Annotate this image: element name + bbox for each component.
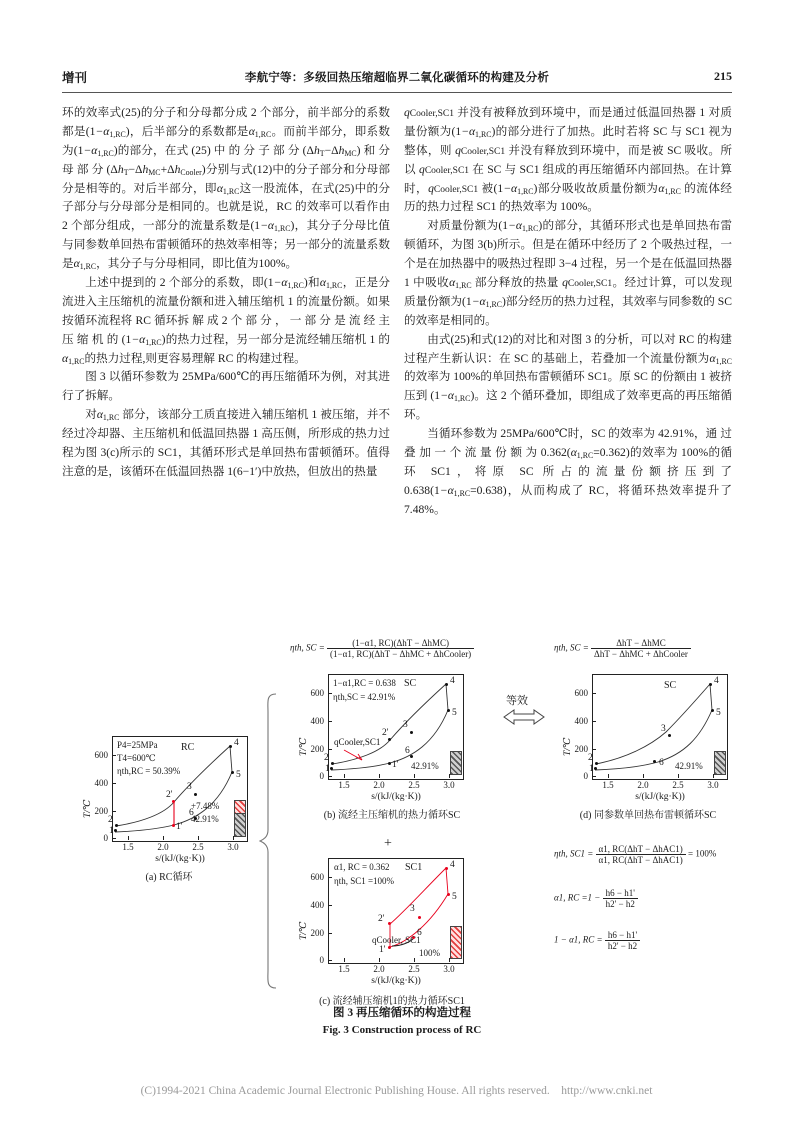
x-tick-d-4: 3.0 xyxy=(707,780,719,790)
point-dot xyxy=(447,709,450,712)
point-dot xyxy=(595,762,598,765)
point-label-c-3: 3 xyxy=(410,904,415,914)
y-tick-d-400: 400 xyxy=(574,716,588,726)
caption-b: (b) 流经主压缩机的热力循环SC xyxy=(323,810,461,821)
caption-a: (a) RC循环 xyxy=(145,872,193,883)
point-label-c-6: 6 xyxy=(417,928,422,938)
point-dot xyxy=(668,734,671,737)
point-dot xyxy=(445,683,448,686)
y-tick-b-600: 600 xyxy=(310,688,324,698)
y-tick-c-200: 200 xyxy=(310,928,324,938)
paragraph: 图 3 以循环参数为 25MPa/600℃的再压缩循环为例，对其进行了拆解。 xyxy=(62,370,390,403)
point-dot xyxy=(594,767,597,770)
figure-3 xyxy=(62,636,732,1040)
header-rule xyxy=(62,92,732,93)
x-axis-label-c: s/(kJ/(kg·K)) xyxy=(371,976,421,986)
x-tick-b-2: 2.0 xyxy=(373,780,385,790)
efficiency-bar-b xyxy=(450,751,462,775)
side-equation-0-lhs: ηth, SC1 = xyxy=(554,848,594,859)
equation-b-lhs: ηth, SC = xyxy=(290,642,325,653)
annotation-a-0: P4=25MPa xyxy=(117,740,158,750)
x-tick-d-3: 2.5 xyxy=(672,780,684,790)
heat-label-b: qCooler,SC1 xyxy=(334,737,381,747)
y-axis-label-d: T/℃ xyxy=(563,737,573,756)
equation-b xyxy=(290,638,474,659)
paragraph: qCooler,SC1 并没有被释放到环境中，而是通过低温回热器 1 对质量份额为$(1-\alpha_{1,RC})$的部分进行了加热。此时若将 SC 与 SC1 视为整体，则 qCooler,SC1 并没有释放到环境中，而是被 SC 吸收。所以 qCooler,SC1 在 SC 与 SC1 组成的再压缩循环内部回热。在计算时，qCooler,SC1 被$(1-\alpha_{1,RC})$部分吸收故质量份额为$\alpha_{1,RC}$ 的流体经历的热力过程 SC1 的热效率为 100%。 xyxy=(404,106,733,214)
point-dot xyxy=(447,893,450,896)
cycle-label-c: SC1 xyxy=(405,862,423,873)
point-dot xyxy=(711,709,714,712)
paragraph: 对质量份额为$(1-\alpha_{1,RC})$的部分，其循环形式也是单回热布雷顿循环，为图 3(b)所示。但是在循环中经历了 2 个吸热过程，一个是在加热器中的吸热过程即 3−4 过程，另一个是在低温回热器 1 中吸收$\alpha_{1,RC}$ 部分释放的热量 qCooler,SC1。经过计算，可以发现质量份额为$(1-\alpha_{1,RC})$部分经历的热力过程，其效率与同参数的 SC 的效率是相同的。 xyxy=(404,219,732,327)
x-tick-a-2: 2.0 xyxy=(157,842,169,852)
paragraph: 对$\alpha_{1,RC}$ 部分，该部分工质直接进入辅压缩机 1 被压缩，并不经过冷却器、主压缩机和低温回热器 1 高压侧，所形成的热力过程为图 3(c)所示的 SC1，其循环形式是单回热布雷顿循环。值得注意的是，该循环在低温回热器 1(6−1′)中放热，但放出的热量 xyxy=(62,408,390,478)
x-tick-b-1: 1.5 xyxy=(338,780,350,790)
paragraph: 由式(25)和式(12)的对比和对图 3 的分析，可以对 RC 的构建过程产生新认识：在 SC 的基础上，若叠加一个流量份额为$\alpha_{1,RC}$ 的效率为 100%的单回热布雷顿循环 SC1。原 SC 的份额由 1 被挤压到 $(1-\alpha_{1,RC})$。这 2 个循环叠加，即组成了效率更高的再压缩循环。 xyxy=(404,332,732,422)
bar-label-c-0: 100% xyxy=(419,948,440,958)
paragraph: 当循环参数为 25MPa/600℃时，SC 的效率为 42.91%，通 过 叠 加 一 个 流 量 份 额 为 $0.362(\alpha_{1,RC}=0.362)$的效率为 100%的循环 SC1，将原 SC 所占的流量份额挤压到了 $0.638(1-\alpha_{1,RC}=0.638)$，从而构成了 RC，将循环热效率提升了 7.48%。 xyxy=(404,427,732,516)
equation-d-denominator: ΔhT − ΔhMC + ΔhCooler xyxy=(594,649,688,659)
point-label-b-1p: 1' xyxy=(392,760,399,770)
point-dot xyxy=(115,824,118,827)
body-column-right xyxy=(404,104,732,520)
point-dot xyxy=(388,946,391,949)
point-dot xyxy=(172,824,175,827)
y-tick-d-200: 200 xyxy=(574,744,588,754)
x-tick-b-4: 3.0 xyxy=(443,780,455,790)
point-label-a-6: 6 xyxy=(189,808,194,818)
point-dot xyxy=(194,793,197,796)
x-tick-a-1: 1.5 xyxy=(122,842,134,852)
equation-d-lhs: ηth, SC = xyxy=(554,642,589,653)
y-axis-label-a: T/℃ xyxy=(83,799,93,818)
point-label-a-5: 5 xyxy=(236,770,241,780)
point-dot xyxy=(653,760,656,763)
chart-panel-a xyxy=(76,732,262,882)
efficiency-bar-base-a xyxy=(234,813,246,837)
side-equation-1 xyxy=(554,888,638,909)
point-label-b-1: 1 xyxy=(325,764,330,774)
equation-d-numerator: ΔhT − ΔhMC xyxy=(591,638,691,649)
side-equation-1-num: h6 − h1' xyxy=(603,888,638,899)
side-equation-0-den: α1, RC(ΔhT − ΔhAC1) xyxy=(598,855,683,865)
y-tick-d-600: 600 xyxy=(574,688,588,698)
side-equation-1-lhs: α1, RC =1 − xyxy=(554,892,601,903)
x-tick-b-3: 2.5 xyxy=(408,780,420,790)
curves-c xyxy=(328,858,462,962)
cycle-label-b: SC xyxy=(404,678,417,689)
annotation-b-1: ηth,SC = 42.91% xyxy=(333,692,396,702)
side-equation-0-num: α1, RC(ΔhT − ΔhAC1) xyxy=(596,844,686,855)
side-equation-1-den: h2' − h2 xyxy=(605,899,635,909)
point-label-a-2p: 2' xyxy=(166,790,173,800)
x-axis-label-d: s/(kJ/(kg·K)) xyxy=(635,792,685,802)
running-head-title: 李航宁等：多级回热压缩超临界二氧化碳循环的构建及分析 xyxy=(244,72,550,84)
x-tick-a-4: 3.0 xyxy=(227,842,239,852)
point-dot xyxy=(172,800,175,803)
point-dot xyxy=(331,762,334,765)
point-label-a-1p: 1' xyxy=(176,822,183,832)
y-tick-b-0: 0 xyxy=(319,771,324,781)
point-label-b-5: 5 xyxy=(452,708,457,718)
point-label-a-1: 1 xyxy=(109,826,114,836)
figure-title-en: Fig. 3 Construction process of RC xyxy=(322,1024,482,1036)
point-label-d-4: 4 xyxy=(714,676,719,686)
point-label-a-3: 3 xyxy=(187,782,192,792)
x-tick-d-1: 1.5 xyxy=(602,780,614,790)
point-label-c-1p: 1' xyxy=(379,945,386,955)
equivalent-label: 等效 xyxy=(506,695,528,707)
running-head-left: 增刊 xyxy=(62,71,88,85)
point-dot xyxy=(330,767,333,770)
running-head xyxy=(62,68,732,92)
point-dot xyxy=(445,867,448,870)
annotation-c-1: ηth, SC1 =100% xyxy=(334,876,395,886)
y-tick-c-0: 0 xyxy=(319,955,324,965)
chart-panel-d xyxy=(548,638,748,828)
bar-label-b-0: 42.91% xyxy=(411,761,439,771)
point-label-b-4: 4 xyxy=(450,676,455,686)
annotation-b-0: 1−α1,RC = 0.638 xyxy=(333,678,396,688)
point-dot xyxy=(229,745,232,748)
point-dot xyxy=(388,738,391,741)
point-label-a-2: 2 xyxy=(108,815,113,825)
point-label-c-5: 5 xyxy=(452,892,457,902)
y-axis-label-c: T/℃ xyxy=(299,921,309,940)
bar-label-a-1: 42.91% xyxy=(191,814,219,824)
page-number: 215 xyxy=(714,69,732,83)
annotation-c-0: α1, RC = 0.362 xyxy=(334,862,390,872)
chart-panel-b xyxy=(284,638,500,828)
x-tick-a-3: 2.5 xyxy=(192,842,204,852)
x-tick-c-4: 3.0 xyxy=(443,964,455,974)
bar-label-a-0: +7.48% xyxy=(191,801,220,811)
heat-label-c: qCooler, SC1 xyxy=(372,935,421,945)
bar-label-d-0: 42.91% xyxy=(675,761,703,771)
point-label-d-3: 3 xyxy=(661,724,666,734)
caption-d: (d) 同参数单回热布雷顿循环SC xyxy=(579,810,717,821)
x-axis-label-a: s/(kJ/(kg·K)) xyxy=(155,854,205,864)
side-equation-0-rhs: = 100% xyxy=(688,848,717,859)
double-arrow-icon xyxy=(502,708,546,726)
x-tick-c-2: 2.0 xyxy=(373,964,385,974)
x-tick-c-3: 2.5 xyxy=(408,964,420,974)
chart-panel-c xyxy=(284,836,500,1020)
side-equation-2-num: h6 − h1' xyxy=(605,930,640,941)
y-tick-b-200: 200 xyxy=(310,744,324,754)
copyright-footer: (C)1994-2021 China Academic Journal Electronic Publishing House. All rights reserved. http://www.cnki.net xyxy=(140,1085,653,1097)
point-dot xyxy=(410,755,413,758)
point-dot xyxy=(388,762,391,765)
efficiency-bar-c xyxy=(450,926,462,959)
y-tick-c-600: 600 xyxy=(310,872,324,882)
paragraph: 环的效率式(25)的分子和分母都分成 2 个部分，前半部分的系数都是$(1-\alpha_{1,RC})$，后半部分的系数都是$\alpha_{1,RC}$。而前半部分，即系数为$(1-\alpha_{1,RC})$的部分，在式 (25) 中 的 分 子 部 分 $(\Delta h_T-\Delta h_{MC})$ 和 分 母 部 分 $(\Delta h_T-\Delta h_{MC}+\Delta h_{Cooler})$分别与式(12)中的分子部分和分母部分是相等的。对后半部分，即$\alpha_{1,RC}$这一股流体，在式(25)中的分子部分与分母部分是相同的。也就是说，RC 的效率可以看作由 2 个部分组成，一部分的流量系数是$(1-\alpha_{1,RC})$，其分子分母比值与同参数单回热布雷顿循环的热效率相等；另一部分的流量系数是$\alpha_{1,RC}$，其分子与分母相同，即比值为100%。 xyxy=(62,106,390,272)
y-tick-d-0: 0 xyxy=(583,771,588,781)
point-dot xyxy=(709,683,712,686)
point-dot xyxy=(114,829,117,832)
y-tick-a-0: 0 xyxy=(103,833,108,843)
annotation-a-1: T4=600℃ xyxy=(117,753,156,763)
equation-d xyxy=(554,638,691,659)
x-axis-label-b: s/(kJ/(kg·K)) xyxy=(371,792,421,802)
point-label-a-4: 4 xyxy=(234,738,239,748)
plus-sign: + xyxy=(384,836,392,851)
point-label-b-2: 2 xyxy=(324,753,329,763)
x-tick-d-2: 2.0 xyxy=(637,780,649,790)
body-column-left xyxy=(62,104,390,482)
side-equation-2-den: h2' − h2 xyxy=(607,941,638,951)
y-tick-a-600: 600 xyxy=(94,750,108,760)
y-tick-b-400: 400 xyxy=(310,716,324,726)
y-tick-a-400: 400 xyxy=(94,778,108,788)
paragraph: 上述中提到的 2 个部分的系数，即$(1-\alpha_{1,RC})$和$\alpha_{1,RC}$，正是分流进入主压缩机的流量份额和进入辅压缩机 1 的流量份额。如果按循环流程将 RC 循环拆 解 成 2 个 部 分 ， 一 部 分 是 流 经 主 压 缩 机 的 $(1-\alpha_{1,RC})$的热力过程，另一部分是流经辅压缩机 1 的$\alpha_{1,RC}$的热力过程,则更容易理解 RC 的构建过程。 xyxy=(62,276,390,366)
point-label-b-6: 6 xyxy=(405,746,410,756)
point-label-c-4: 4 xyxy=(450,860,455,870)
point-label-d-1: 1 xyxy=(589,764,594,774)
figure-title-cn: 图 3 再压缩循环的构造过程 xyxy=(333,1007,471,1019)
point-dot xyxy=(418,916,421,919)
point-label-d-5: 5 xyxy=(716,708,721,718)
side-equation-2 xyxy=(554,930,640,951)
point-label-d-2: 2 xyxy=(588,753,593,763)
point-label-c-2p: 2' xyxy=(378,914,385,924)
point-dot xyxy=(388,922,391,925)
equation-b-numerator: (1−α1, RC)(ΔhT − ΔhMC) xyxy=(327,638,474,649)
point-label-b-2p: 2' xyxy=(382,728,389,738)
point-dot xyxy=(410,731,413,734)
side-equation-0 xyxy=(554,844,716,865)
point-label-b-3: 3 xyxy=(403,720,408,730)
y-axis-label-b: T/℃ xyxy=(299,737,309,756)
y-tick-a-200: 200 xyxy=(94,806,108,816)
x-tick-c-1: 1.5 xyxy=(338,964,350,974)
y-tick-c-400: 400 xyxy=(310,900,324,910)
side-equation-2-lhs: 1 − α1, RC = xyxy=(554,934,603,945)
caption-c: (c) 流经辅压缩机1的热力循环SC1 xyxy=(319,996,465,1007)
cycle-label-a: RC xyxy=(181,742,195,753)
point-dot xyxy=(231,771,234,774)
annotation-a-2: ηth,RC = 50.39% xyxy=(117,766,181,776)
equation-b-denominator: (1−α1, RC)(ΔhT − ΔhMC + ΔhCooler) xyxy=(330,649,472,659)
cycle-label-d: SC xyxy=(664,680,677,691)
efficiency-bar-d xyxy=(714,751,726,775)
point-label-d-6: 6 xyxy=(659,758,664,768)
